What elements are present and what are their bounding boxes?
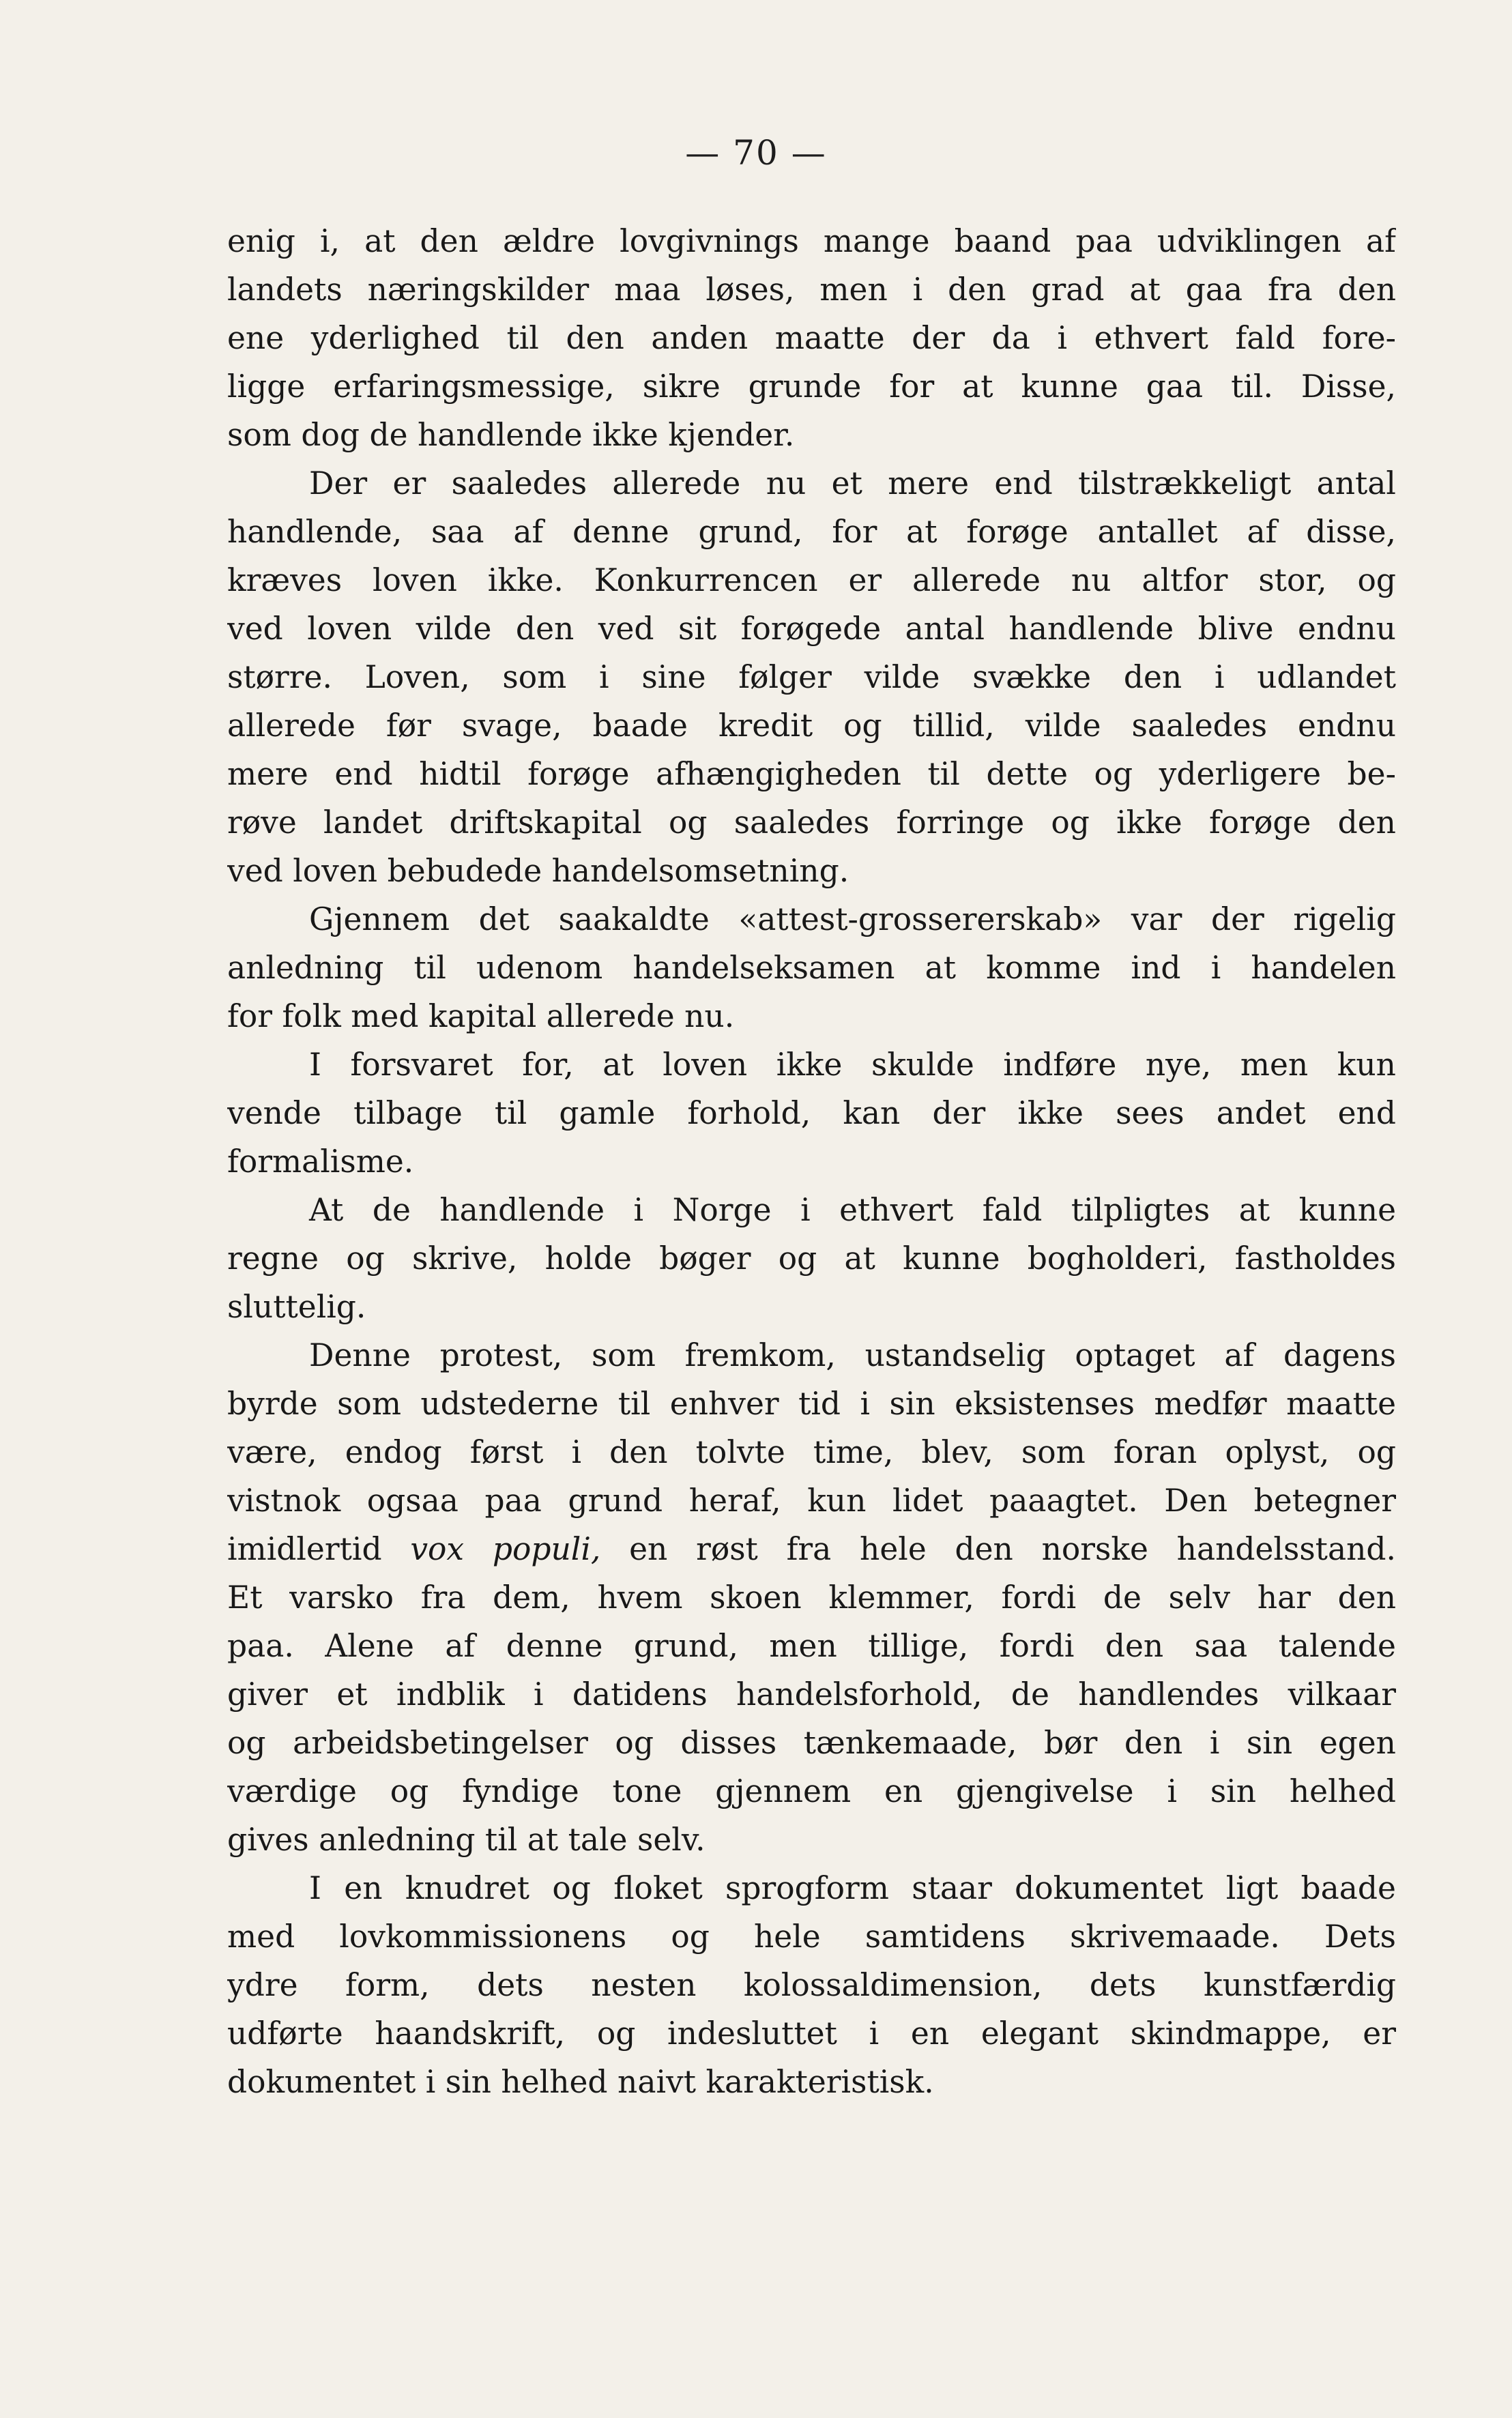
text-line: ene yderlighed til den anden maatte der da i ethvert fald fore- [227,320,1396,356]
text-line: ligge erfaringsmessige, sikre grunde for at kunne gaa til. Disse, [227,368,1396,405]
text-line: værdige og fyndige tone gjennem en gjengivelse i sin helhed [227,1773,1396,1809]
text-line: Gjennem det saakaldte «attest-grossererskab» var der rigelig [309,901,1396,937]
text-line: I forsvaret for, at loven ikke skulde indføre nye, men kun [309,1047,1396,1083]
text-line: landets næringskilder maa løses, men i den grad at gaa fra den [227,272,1396,308]
text-line: dokumentet i sin helhed naivt karakteristisk. [227,2064,934,2100]
text-line: ydre form, dets nesten kolossaldimension, dets kunstfærdig [227,1967,1396,2003]
text-line: regne og skrive, holde bøger og at kunne bogholderi, fastholdes [227,1240,1396,1277]
text-line: anledning til udenom handelseksamen at komme ind i handelen [227,950,1396,986]
text-line: I en knudret og floket sprogform staar dokumentet ligt baade [309,1870,1396,1906]
text-line: At de handlende i Norge i ethvert fald tilpligtes at kunne [309,1192,1396,1228]
text-line: Et varsko fra dem, hvem skoen klemmer, fordi de selv har den [227,1579,1396,1616]
text-line: ved loven bebudede handelsomsetning. [227,853,849,889]
text-line: mere end hidtil forøge afhængigheden til dette og yderligere be- [227,756,1396,792]
italic-phrase: vox populi, [410,1531,601,1567]
text-line: gives anledning til at tale selv. [227,1822,706,1858]
text-line: allerede før svage, baade kredit og tillid, vilde saaledes endnu [227,708,1396,744]
text-line: som dog de handlende ikke kjender. [227,417,795,453]
text-line: Denne protest, som fremkom, ustandselig optaget af dagens [309,1337,1396,1373]
text-line: og arbeidsbetingelser og disses tænkemaade, bør den i sin egen [227,1725,1396,1761]
body-text [227,217,1396,2106]
text-line: paa. Alene af denne grund, men tillige, fordi den saa talende [227,1628,1396,1664]
text-line: med lovkommissionens og hele samtidens skrivemaade. Dets [227,1919,1396,1955]
text-line: vende tilbage til gamle forhold, kan der ikke sees andet end [227,1095,1396,1131]
text-line: ved loven vilde den ved sit forøgede antal handlende blive endnu [227,611,1396,647]
text-line: formalisme. [227,1144,414,1180]
text-line: vistnok ogsaa paa grund heraf, kun lidet paaagtet. Den betegner [227,1483,1396,1519]
text-line: for folk med kapital allerede nu. [227,998,735,1034]
text-line: handlende, saa af denne grund, for at forøge antallet af disse, [227,514,1396,550]
text-line: enig i, at den ældre lovgivnings mange baand paa udviklingen af [227,223,1396,259]
text-line [227,1525,1396,1573]
text-line: røve landet driftskapital og saaledes forringe og ikke forøge den [227,804,1396,841]
text-line: være, endog først i den tolvte time, blev, som foran oplyst, og [227,1434,1396,1470]
text-line: kræves loven ikke. Konkurrencen er allerede nu altfor stor, og [227,562,1396,598]
page-number: — 70 — [685,133,827,173]
text-line: Der er saaledes allerede nu et mere end tilstrækkeligt antal [309,465,1396,501]
text-line: større. Loven, som i sine følger vilde svække den i udlandet [227,659,1396,695]
text-segment: imidlertid [227,1531,411,1567]
text-line: byrde som udstederne til enhver tid i sin eksistenses medfør maatte [227,1386,1396,1422]
text-line: udførte haandskrift, og indesluttet i en elegant skindmappe, er [227,2015,1396,2052]
text-line: giver et indblik i datidens handelsforhold, de handlendes vilkaar [227,1676,1396,1713]
text-line: sluttelig. [227,1289,366,1325]
text-segment: en røst fra hele den norske handelsstand. [600,1531,1396,1567]
